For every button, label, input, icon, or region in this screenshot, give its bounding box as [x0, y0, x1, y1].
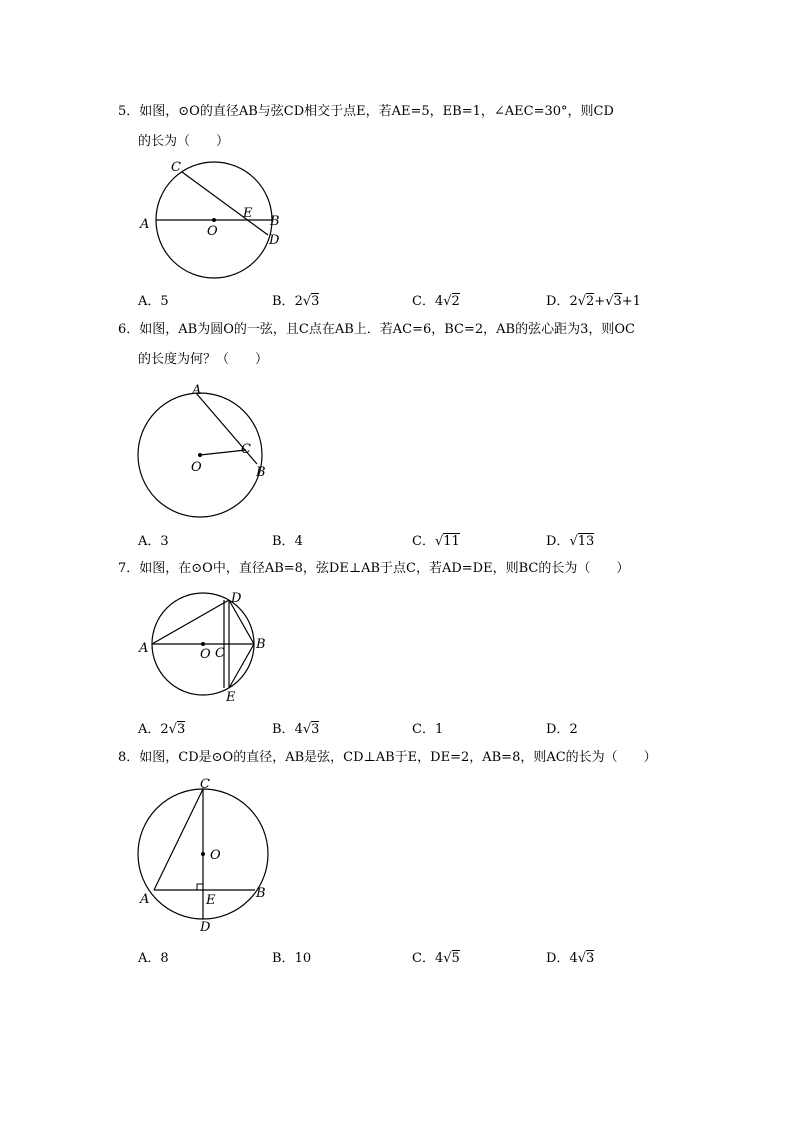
option-d[interactable]: D．2√2+√3+1: [546, 294, 641, 309]
question-number: 7．: [118, 561, 140, 576]
radical-sign: √: [577, 951, 587, 966]
option-b[interactable]: B．4: [272, 534, 303, 549]
option-d[interactable]: D．√13: [546, 534, 595, 549]
question-text: 如图，AB为圆O的一弦，且C点在AB上．若AC=6，BC=2，AB的弦心距为3，则OC: [139, 322, 635, 337]
figure-q5: [130, 155, 290, 285]
label-O: O: [191, 460, 202, 475]
option-c[interactable]: C．1: [412, 722, 444, 737]
label-O: O: [210, 848, 221, 863]
radical-sign: √: [443, 294, 452, 309]
radical-sign: √: [577, 294, 587, 309]
question-text: 如图，在⊙O中，直径AB=8，弦DE⊥AB于点C，若AD=DE，则BC的长为（ ）: [139, 561, 630, 576]
label-C: C: [200, 777, 210, 792]
question-text: 如图，CD是⊙O的直径，AB是弦，CD⊥AB于E，DE=2，AB=8，则AC的长为（ ）: [139, 750, 657, 765]
label-E: E: [206, 893, 216, 908]
label-A: A: [140, 217, 150, 232]
option-d[interactable]: D．2: [546, 722, 578, 737]
label-D: D: [200, 920, 211, 935]
label-B: B: [270, 214, 280, 229]
figure-q6: [130, 380, 280, 525]
label-A: A: [192, 383, 202, 398]
option-a[interactable]: A．8: [138, 951, 169, 966]
label-D: D: [231, 591, 242, 606]
radical-sign: √: [302, 294, 312, 309]
label-A: A: [140, 892, 150, 907]
label-O: O: [200, 647, 211, 662]
label-O: O: [207, 224, 218, 239]
option-a[interactable]: A．2√3: [138, 722, 186, 737]
label-E: E: [226, 690, 236, 705]
option-a[interactable]: A．5: [138, 294, 169, 309]
option-c[interactable]: C．4√5: [412, 951, 460, 966]
option-b[interactable]: B．2√3: [272, 294, 320, 309]
question-8-stem: [118, 743, 657, 773]
label-B: B: [256, 886, 266, 901]
question-number: 5．: [118, 104, 140, 119]
label-B: B: [256, 637, 266, 652]
question-7-stem: [118, 554, 629, 584]
question-6-stem: [118, 315, 635, 367]
option-d[interactable]: D．4√3: [546, 951, 595, 966]
label-D: D: [269, 233, 280, 248]
question-number: 6．: [118, 322, 140, 337]
option-c[interactable]: C．√11: [412, 534, 460, 549]
figure-q8: [130, 775, 280, 935]
label-C: C: [171, 160, 181, 175]
radical-sign: √: [434, 534, 444, 549]
question-text: 如图，⊙O的直径AB与弦CD相交于点E，若AE=5，EB=1，∠AEC=30°，则CD: [139, 104, 614, 119]
label-E: E: [243, 206, 253, 221]
option-c[interactable]: C．4√2: [412, 294, 460, 309]
radical-sign: √: [605, 294, 614, 309]
option-a[interactable]: A．3: [138, 534, 169, 549]
label-A: A: [139, 641, 149, 656]
question-number: 8．: [118, 750, 140, 765]
label-C: C: [215, 646, 225, 661]
radical-sign: √: [302, 722, 312, 737]
label-C: C: [241, 442, 251, 457]
radical-sign: √: [443, 951, 452, 966]
question-5-stem: [118, 97, 614, 149]
option-b[interactable]: B．4√3: [272, 722, 320, 737]
option-b[interactable]: B．10: [272, 951, 312, 966]
question-text-line2: 的长度为何？（ ）: [138, 352, 269, 367]
label-B: B: [256, 465, 266, 480]
radical-sign: √: [569, 534, 578, 549]
radical-sign: √: [168, 722, 177, 737]
question-text-line2: 的长为（ ）: [138, 134, 230, 149]
figure-q7: [130, 585, 280, 710]
